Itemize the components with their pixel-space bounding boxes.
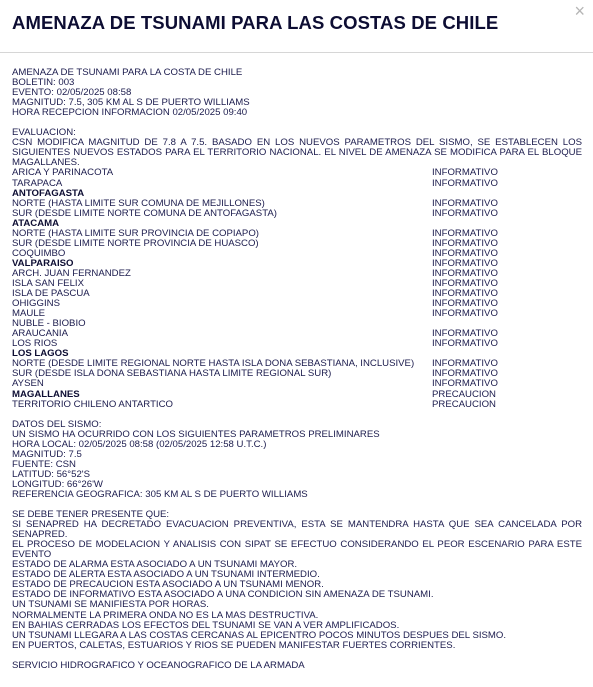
region-row xyxy=(12,168,582,178)
region-name: ARAUCANIA xyxy=(12,328,68,340)
region-heading: ANTOFAGASTA xyxy=(12,187,85,199)
region-status: INFORMATIVO xyxy=(432,237,498,249)
quake-data-label: DATOS DEL SISMO: xyxy=(12,418,102,430)
region-name: NORTE (HASTA LIMITE SUR COMUNA DE MEJILLONES) xyxy=(12,197,265,209)
note-item: UN TSUNAMI LLEGARA A LAS COSTAS CERCANAS AL EPICENTRO POCOS MINUTOS DESPUES DEL SISMO. xyxy=(12,629,507,641)
region-name: TARAPACA xyxy=(12,177,63,189)
dialog-title: AMENAZA DE TSUNAMI PARA LAS COSTAS DE CHILE xyxy=(12,12,499,33)
quake-magnitude: MAGNITUD: 7.5 xyxy=(12,448,82,460)
region-status: INFORMATIVO xyxy=(432,308,498,320)
event-magnitude: MAGNITUD: 7.5, 305 KM AL S DE PUERTO WILLIAMS xyxy=(12,97,250,109)
bulletin-body xyxy=(12,68,582,671)
region-name: ISLA DE PASCUA xyxy=(12,288,90,300)
note-item: EN BAHIAS CERRADAS LOS EFECTOS DEL TSUNAMI SE VAN A VER AMPLIFICADOS. xyxy=(12,619,400,631)
region-status: INFORMATIVO xyxy=(432,298,498,310)
bulletin-header-line: AMENAZA DE TSUNAMI PARA LA COSTA DE CHILE xyxy=(12,67,243,78)
evaluation-label: EVALUACION: xyxy=(12,127,76,139)
region-name: COQUIMBO xyxy=(12,247,66,259)
note-item: NORMALMENTE LA PRIMERA ONDA NO ES LA MAS DESTRUCTIVA. xyxy=(12,609,319,621)
region-heading: MAGALLANES xyxy=(12,388,80,400)
region-status: INFORMATIVO xyxy=(432,267,498,279)
region-status: INFORMATIVO xyxy=(432,368,498,380)
region-status: INFORMATIVO xyxy=(432,197,498,209)
note-item: EL PROCESO DE MODELACION Y ANALISIS CON SIPAT SE EFECTUO CONSIDERANDO EL PEOR ESCENARIO PARA ESTE EVENTO xyxy=(12,539,582,561)
region-status: PRECAUCION xyxy=(432,388,496,400)
region-status: INFORMATIVO xyxy=(432,257,498,269)
region-status: INFORMATIVO xyxy=(432,328,498,340)
region-row xyxy=(12,179,582,189)
region-name: TERRITORIO CHILENO ANTARTICO xyxy=(12,398,173,410)
region-name: ISLA SAN FELIX xyxy=(12,277,84,289)
region-row xyxy=(12,400,582,410)
region-name: NORTE (HASTA LIMITE SUR PROVINCIA DE COPIAPO) xyxy=(12,227,259,239)
close-icon[interactable]: × xyxy=(574,1,585,21)
region-name: MAULE xyxy=(12,308,46,320)
region-row xyxy=(12,339,582,349)
region-status: INFORMATIVO xyxy=(432,358,498,370)
note-item: ESTADO DE INFORMATIVO ESTA ASOCIADO A UNA CONDICION SIN AMENAZA DE TSUNAMI. xyxy=(12,589,434,601)
reception-time: HORA RECEPCION INFORMACION 02/05/2025 09:40 xyxy=(12,107,248,119)
quake-latitude: LATITUD: 56°52'S xyxy=(12,468,91,480)
region-status: PRECAUCION xyxy=(432,398,496,410)
bulletin-header xyxy=(12,68,582,118)
region-name: AYSEN xyxy=(12,378,44,390)
region-status: INFORMATIVO xyxy=(432,247,498,259)
region-status: INFORMATIVO xyxy=(432,338,498,350)
dialog-header xyxy=(0,0,593,53)
note-item: ESTADO DE ALERTA ESTA ASOCIADO A UN TSUNAMI INTERMEDIO. xyxy=(12,569,320,581)
region-row xyxy=(12,379,582,389)
quake-data-line: UN SISMO HA OCURRIDO CON LOS SIGUIENTES PARAMETROS PRELIMINARES xyxy=(12,428,380,440)
region-name: OHIGGINS xyxy=(12,298,60,310)
notes-label: SE DEBE TENER PRESENTE QUE: xyxy=(12,509,170,521)
region-name: SUR (DESDE LIMITE NORTE COMUNA DE ANTOFAGASTA) xyxy=(12,207,277,219)
region-status: INFORMATIVO xyxy=(432,227,498,239)
bulletin-number: BOLETIN: 003 xyxy=(12,77,75,89)
region-row xyxy=(12,209,582,219)
region-row xyxy=(12,309,582,319)
region-heading: ATACAMA xyxy=(12,217,60,229)
region-status: INFORMATIVO xyxy=(432,288,498,300)
region-name: SUR (DESDE LIMITE NORTE PROVINCIA DE HUASCO) xyxy=(12,237,259,249)
region-status: INFORMATIVO xyxy=(432,177,498,189)
region-name: SUR (DESDE ISLA DONA SEBASTIANA HASTA LIMITE REGIONAL SUR) xyxy=(12,368,332,380)
region-heading: VALPARAISO xyxy=(12,257,74,269)
region-name: ARICA Y PARINACOTA xyxy=(12,167,114,179)
region-status: INFORMATIVO xyxy=(432,167,498,179)
region-name: NORTE (DESDE LIMITE REGIONAL NORTE HASTA ISLA DONA SEBASTIANA, INCLUSIVE) xyxy=(12,358,415,370)
region-heading: LOS LAGOS xyxy=(12,348,69,360)
evaluation-text: CSN MODIFICA MAGNITUD DE 7.8 A 7.5. BASADO EN LOS NUEVOS PARAMETROS DEL SISMO, SE ESTABLECEN LOS SIGUIENTES NUEVOS ESTADOS PARA EL TERRITORIO NACIONAL. EL NIVEL DE AMENAZA SE MODIFICA PARA EL BLOQUE MAGALLANES. xyxy=(12,137,582,169)
region-status: INFORMATIVO xyxy=(432,277,498,289)
quake-longitude: LONGITUD: 66°26'W xyxy=(12,478,103,490)
quake-local-time: HORA LOCAL: 02/05/2025 08:58 (02/05/2025 12:58 U.T.C.) xyxy=(12,438,267,450)
notes-section xyxy=(12,510,582,651)
note-item: EN PUERTOS, CALETAS, ESTUARIOS Y RIOS SE PUEDEN MANIFESTAR FUERTES CORRIENTES. xyxy=(12,639,456,651)
region-status: INFORMATIVO xyxy=(432,207,498,219)
note-item: SI SENAPRED HA DECRETADO EVACUACION PREVENTIVA, ESTA SE MANTENDRA HASTA QUE SEA CANCELADA POR SENAPRED. xyxy=(12,519,582,541)
event-time: EVENTO: 02/05/2025 08:58 xyxy=(12,87,132,99)
region-status-list xyxy=(12,168,582,409)
quake-data xyxy=(12,420,582,500)
region-name: ARCH. JUAN FERNANDEZ xyxy=(12,267,131,279)
region-name: LOS RIOS xyxy=(12,338,58,350)
quake-reference: REFERENCIA GEOGRAFICA: 305 KM AL S DE PUERTO WILLIAMS xyxy=(12,488,308,500)
note-item: ESTADO DE PRECAUCION ESTA ASOCIADO A UN TSUNAMI MENOR. xyxy=(12,579,324,591)
region-status: INFORMATIVO xyxy=(432,378,498,390)
note-item: ESTADO DE ALARMA ESTA ASOCIADO A UN TSUNAMI MAYOR. xyxy=(12,559,298,571)
note-item: UN TSUNAMI SE MANIFIESTA POR HORAS. xyxy=(12,599,209,611)
region-name: NUBLE - BIOBIO xyxy=(12,318,86,330)
footer-signature: SERVICIO HIDROGRAFICO Y OCEANOGRAFICO DE LA ARMADA xyxy=(12,659,305,671)
quake-source: FUENTE: CSN xyxy=(12,458,76,470)
